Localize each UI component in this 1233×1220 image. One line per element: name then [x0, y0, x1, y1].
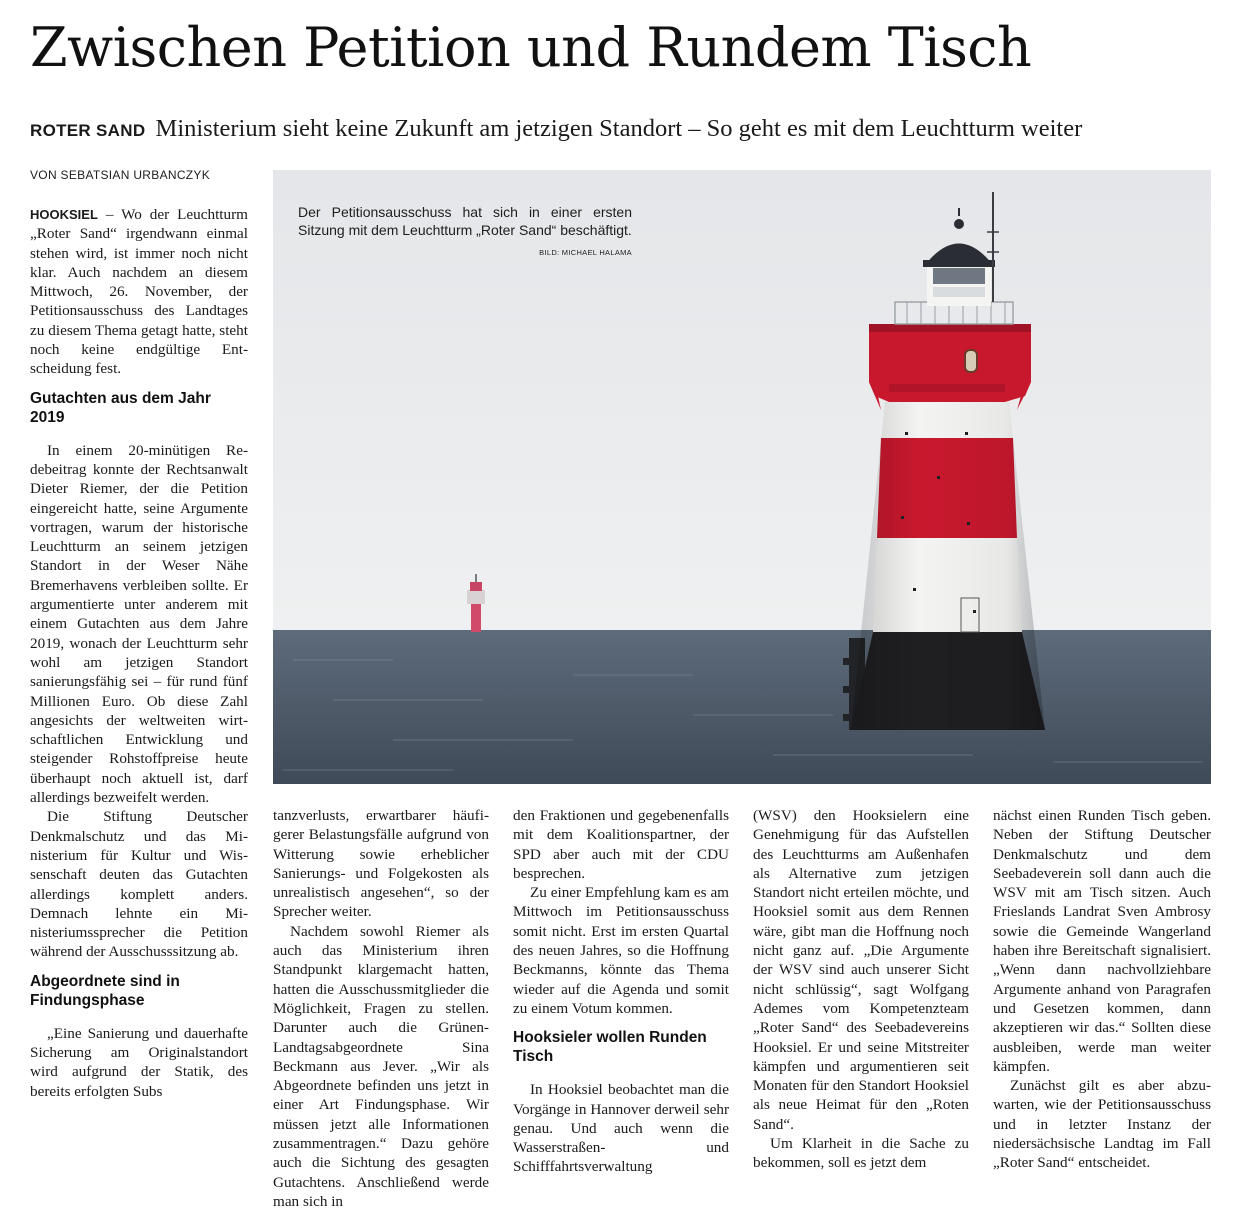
- intro-text: – Wo der Leuchtturm „Roter Sand“ irgendwann einmal stehen wird, ist immer noch nicht klar. Auch nachdem an diesem Mittwoch, 26. November, der Petitionsausschuss des Landtages zu diesem Thema getagt hatte, steht noch keine endgültige Entscheidung fest.: [30, 206, 248, 378]
- paragraph: nächst einen Runden Tisch geben. Neben der Stiftung Deutscher Denkmalschutz und dem Seebadeverein soll dann auch die WSV mit am Tisch sitzen. Auch Frieslands Landrat Sven Ambrosy sowie die Gemeinde Wangerland haben ihre Bereitschaft signalisiert. „Wenn dann nachvollziehbare Argumente anhand von Paragrafen und Gesetzen kommen, dann akzeptieren wir das.“ Sollten diese ausbleiben, werde man weiter kämpfen.: [993, 807, 1211, 1075]
- subheading-hooksieler: Hooksieler wollen Runden Tisch: [513, 1029, 707, 1066]
- paragraph: In einem 20-minütigen Redebeitrag konnte der Rechtsanwalt Dieter Riemer, der die Petition eingereicht hatte, seine Argumente vortragen, warum der historische Leuchtturm an seinem jetzigen Standort in der Weser Nähe Bremerhavens verbleiben sollte. Er argumentierte unter anderem mit einem Gutachten aus dem Jahre 2019, wonach der Leuchtturm sehr wohl am jetzigen Standort sanierungsfähig sei – für rund fünf Millionen Euro. Ob diese Zahl angesichts der weltweiten wirtschaftlichen Entwicklung und steigender Rohstoffpreise heute überhaupt noch aktuell ist, darf allerdings bezweifelt werden.: [30, 441, 248, 807]
- subheading-gutachten: Gutachten aus dem Jahr 2019: [30, 389, 211, 426]
- column-5: [993, 806, 1211, 1206]
- photo-caption: [298, 204, 632, 262]
- paragraph: (WSV) den Hooksielern eine Genehmigung für das Aufstellen des Leuchtturms am Außenhafen als Alternative zum jetzigen Standort nicht erteilen möchte, und Hooksiel somit aus dem Rennen wäre, gibt man die Hoffnung noch nicht ganz auf. „Die Argumente der WSV sind auch unserer Sicht nicht schlüssig“, sagt Wolfgang Ademes vom Kompetenzteam „Roter Sand“ des Seebadevereins Hooksiel. Er und seine Mitstreiter kämpfen und argumentieren seit Monaten für den Standort Hooksiel als neue Heimat für den „Roten Sand“.: [753, 807, 969, 1133]
- kicker: ROTER SAND: [30, 121, 146, 140]
- lighthouse-photo: [273, 170, 1211, 784]
- paragraph: tanzverlusts, erwartbarer häufigerer Belastungsfälle aufgrund von Witterung sowie erheblicher Sanierungs- und Folgekosten als unrealistisch angesehen“, so der Sprecher weiter.: [273, 807, 489, 921]
- subheading-abgeordnete: Abgeordnete sind in Findungsphase: [30, 972, 180, 1009]
- intro-paragraph: [30, 205, 248, 379]
- paragraph: Zu einer Empfehlung kam es am Mittwoch im Petitionsausschuss somit nicht. Erst im ersten Quartal des neuen Jahres, so die Hoffnung Beckmanns, könnte das Thema wieder auf die Agenda und somit zu einem Votum kommen.: [513, 884, 729, 1017]
- subheadline-text: Ministerium sieht keine Zukunft am jetzigen Standort – So geht es mit dem Leuchtturm weiter: [155, 115, 1083, 142]
- paragraph: Nachdem sowohl Riemer als auch das Ministerium ihren Standpunkt klargemacht hatten, hatten die Ausschussmitglieder die Möglichkeit, Fragen zu stellen. Darunter auch die Grünen-Landtagsabgeordnete Sina Beckmann aus Jever. „Wir als Abgeordnete befinden uns jetzt in einer Art Findungsphase. Wir müssen jetzt alle Informationen zusammentragen.“ Dazu gehöre auch die Sichtung des gesagten Gutachtens. Anschließend werde man sich in: [273, 922, 489, 1210]
- column-2: [273, 806, 489, 1210]
- column-4: [753, 806, 969, 1206]
- paragraph: „Eine Sanierung und dauerhafte Sicherung am Originalstandort wird aufgrund der Statik, des bereits erfolgten Subs: [30, 1024, 248, 1100]
- byline: VON SEBATSIAN URBANCZYK: [30, 168, 211, 182]
- paragraph: Zunächst gilt es aber abzuwarten, wie der Petitionsausschuss und in letzter Instanz der niedersächsische Landtag im Fall „Roter Sand“ entscheidet.: [993, 1077, 1211, 1172]
- column-1: [30, 205, 248, 1205]
- headline: Zwischen Petition und Rundem Tisch: [30, 16, 1032, 79]
- caption-text: Der Petitionsausschuss hat sich in einer ersten Sitzung mit dem Leuchtturm „Roter Sand“ beschäftigt.: [298, 204, 632, 238]
- column-3: [513, 806, 729, 1206]
- photo-credit: BILD: MICHAEL HALAMA: [539, 248, 632, 257]
- subheadline: [30, 114, 1220, 143]
- placeline: HOOKSIEL: [30, 207, 98, 222]
- paragraph: Die Stiftung Deutscher Denkmalschutz und das Ministerium für Kultur und Wissenschaft deuten das Gutachten allerdings komplett anders. Demnach lehnte ein Ministeriumssprecher die Petition während der Ausschusssitzung ab.: [30, 808, 248, 961]
- paragraph: In Hooksiel beobachtet man die Vorgänge in Hannover derweil sehr genau. Und auch wenn die Wasserstraßen- und Schifffahrtsverwaltung: [513, 1081, 729, 1176]
- paragraph: den Fraktionen und gegebenenfalls mit dem Koalitionspartner, der SPD aber auch mit der CDU besprechen.: [513, 807, 729, 882]
- paragraph: Um Klarheit in die Sache zu bekommen, soll es jetzt dem: [753, 1135, 969, 1172]
- sea: [273, 630, 1211, 784]
- lighthouse-illustration: [273, 170, 1211, 784]
